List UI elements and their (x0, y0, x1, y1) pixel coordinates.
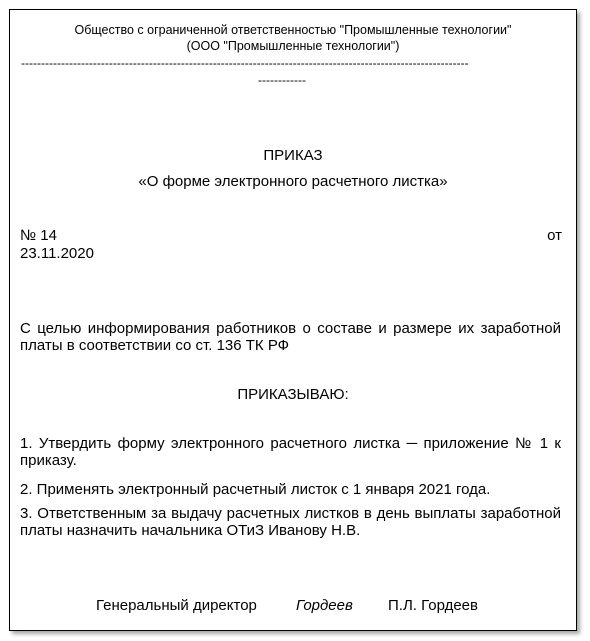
order-date-prefix: от (547, 227, 562, 244)
organization-full-name: Общество с ограниченной ответственностью "Промышленные технологии" (74, 23, 512, 37)
orders-heading: ПРИКАЗЫВАЮ: (237, 386, 349, 403)
signatory-role: Генеральный директор (96, 597, 257, 614)
order-item-1: 1. Утвердить форму электронного расчетного листка ─ приложение № 1 к приказу. (20, 435, 561, 469)
document-page (9, 9, 577, 631)
signatory-name: П.Л. Гордеев (388, 597, 478, 614)
organization-short-name: (ООО "Промышленные технологии") (186, 39, 400, 53)
order-preamble: С целью информирования работников о составе и размере их заработной платы в соответствии со ст. 136 ТК РФ (20, 320, 561, 354)
signature: Гордеев (296, 597, 353, 614)
order-item-2: 2. Применять электронный расчетный листок с 1 января 2021 года. (20, 481, 491, 498)
order-title: ПРИКАЗ (263, 147, 323, 164)
order-subtitle: «О форме электронного расчетного листка» (138, 173, 448, 190)
header-separator-line: ---------------------------------------------------------------------------------------------------------------- (21, 56, 469, 70)
order-item-3: 3. Ответственным за выдачу расчетных листков в день выплаты заработной платы назначить начальника ОТиЗ Иванову Н.В. (20, 505, 561, 539)
header-separator-line-end: ------------ (258, 73, 306, 87)
order-number: № 14 (20, 227, 57, 244)
order-date: 23.11.2020 (20, 245, 94, 262)
